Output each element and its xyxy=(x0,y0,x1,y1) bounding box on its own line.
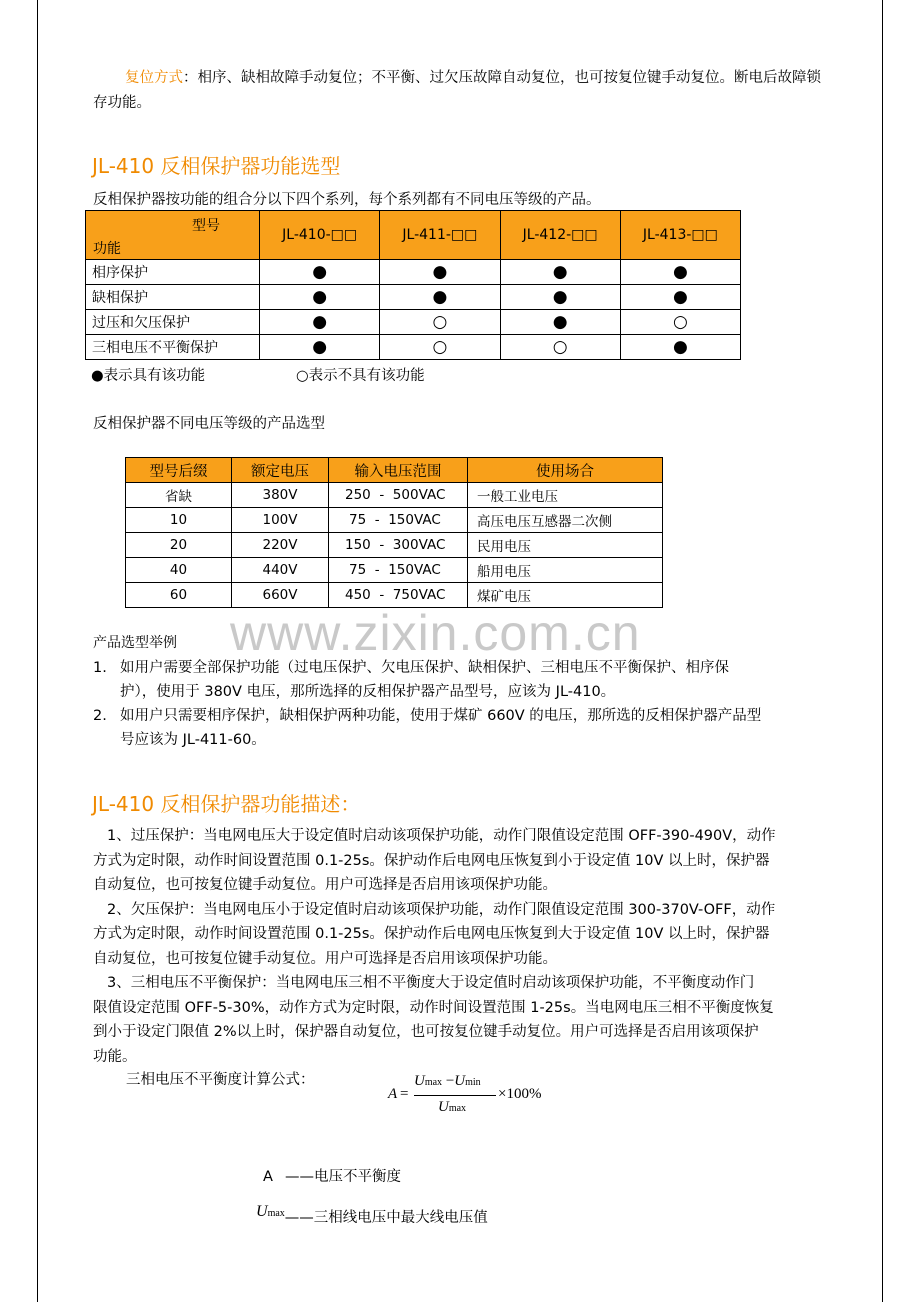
left-border-line xyxy=(37,0,38,1302)
reset-text: ：相序、缺相故障手动复位；不平衡、过欠压故障自动复位，也可按复位键手动复位。断电后故障锁存功能。 xyxy=(93,70,821,111)
definition-subscript: max xyxy=(267,1208,285,1219)
input-range-cell: 250 - 500VAC xyxy=(329,483,468,508)
description-line: 自动复位，也可按复位键手动复位。用户可选择是否启用该项保护功能。 xyxy=(93,877,557,893)
definition-umax xyxy=(256,1200,488,1226)
corner-cell xyxy=(86,211,260,260)
usage-cell: 民用电压 xyxy=(468,533,663,558)
usage-cell: 高压电压互感器二次侧 xyxy=(468,508,663,533)
example-text-line2: 护），使用于 380V 电压，那所选择的反相保护器产品型号，应该为 JL-410。 xyxy=(120,684,616,700)
function-table-header xyxy=(86,211,741,260)
legend-has: ●表示具有该功能 xyxy=(91,368,206,384)
example-item xyxy=(93,704,833,748)
example-text-line1: 如用户只需要相序保护，缺相保护两种功能，使用于煤矿 660V 的电压，那所选的反相保护器产品型 xyxy=(120,708,762,724)
function-name: 相序保护 xyxy=(86,260,260,285)
example-number: 1. xyxy=(93,660,107,676)
formula-times-percent: ×100% xyxy=(498,1086,542,1102)
section3-heading: JL-410 反相保护器功能描述： xyxy=(92,792,361,816)
function-mark: ● xyxy=(260,285,380,310)
suffix-cell: 20 xyxy=(126,533,232,558)
table-row xyxy=(126,483,663,508)
function-name: 三相电压不平衡保护 xyxy=(86,335,260,360)
formula-denominator xyxy=(438,1099,466,1116)
function-mark: ● xyxy=(260,310,380,335)
input-range-cell: 75 - 150VAC xyxy=(329,508,468,533)
example-text-line1: 如用户需要全部保护功能（过电压保护、欠电压保护、缺相保护、三相电压不平衡保护、相序保 xyxy=(120,660,729,676)
formula-label: 三相电压不平衡度计算公式： xyxy=(126,1072,315,1088)
usage-cell: 船用电压 xyxy=(468,558,663,583)
formula-u-symbol: U xyxy=(454,1073,466,1089)
rated-voltage-cell: 100V xyxy=(232,508,329,533)
function-mark: ● xyxy=(620,335,740,360)
table-row xyxy=(86,335,741,360)
function-mark: ● xyxy=(500,310,620,335)
suffix-cell: 40 xyxy=(126,558,232,583)
description-paragraph xyxy=(93,824,838,1069)
description-line: 2、欠压保护：当电网电压小于设定值时启动该项保护功能，动作门限值设定范围 300-370V-OFF，动作 xyxy=(107,901,776,918)
section1-intro: 反相保护器按功能的组合分以下四个系列，每个系列都有不同电压等级的产品。 xyxy=(93,192,601,208)
formula-subscript: min xyxy=(465,1077,481,1088)
function-mark: ● xyxy=(620,260,740,285)
function-mark: ● xyxy=(380,260,500,285)
description-line: 自动复位，也可按复位键手动复位。用户可选择是否启用该项保护功能。 xyxy=(93,950,557,967)
formula-minus: − xyxy=(445,1073,455,1089)
model-header: JL-413-□□ xyxy=(620,211,740,260)
formula-u-symbol: U xyxy=(438,1099,449,1115)
rated-voltage-cell: 440V xyxy=(232,558,329,583)
usage-cell: 一般工业电压 xyxy=(468,483,663,508)
description-line: 功能。 xyxy=(93,1048,137,1065)
description-line: 1、过压保护：当电网电压大于设定值时启动该项保护功能，动作门限值设定范围 OFF-390-490V，动作 xyxy=(107,828,776,844)
usage-cell: 煤矿电压 xyxy=(468,583,663,608)
right-border-line xyxy=(882,0,883,1302)
definition-text: ——三相线电压中最大线电压值 xyxy=(284,1210,488,1226)
function-table xyxy=(85,210,741,360)
examples-title: 产品选型举例 xyxy=(93,635,177,651)
formula-u-symbol: U xyxy=(414,1073,425,1089)
description-line: 方式为定时限，动作时间设置范围 0.1-25s。保护动作后电网电压恢复到小于设定值 10V 以上时，保护器 xyxy=(93,852,770,869)
table-row xyxy=(86,310,741,335)
function-mark: ● xyxy=(260,335,380,360)
suffix-cell: 60 xyxy=(126,583,232,608)
input-range-cell: 150 - 300VAC xyxy=(329,533,468,558)
table-row xyxy=(86,285,741,310)
definition-symbol: U xyxy=(256,1203,268,1220)
description-line: 3、三相电压不平衡保护：当电网电压三相不平衡度大于设定值时启动该项保护功能，不平衡度动作门 xyxy=(107,975,755,991)
model-header: JL-410-□□ xyxy=(260,211,380,260)
table-row xyxy=(126,558,663,583)
rated-voltage-cell: 380V xyxy=(232,483,329,508)
rated-voltage-cell: 220V xyxy=(232,533,329,558)
model-header: JL-411-□□ xyxy=(380,211,500,260)
voltage-selection-title: 反相保护器不同电压等级的产品选型 xyxy=(93,416,325,432)
column-header: 额定电压 xyxy=(232,458,329,483)
definition-symbol: A xyxy=(263,1169,273,1185)
example-number: 2. xyxy=(93,708,107,724)
example-item xyxy=(93,656,833,700)
suffix-cell: 省缺 xyxy=(126,483,232,508)
column-header: 使用场合 xyxy=(468,458,663,483)
input-range-cell: 75 - 150VAC xyxy=(329,558,468,583)
definition-text: ——电压不平衡度 xyxy=(285,1169,401,1185)
description-line: 到小于设定门限值 2%以上时，保护器自动复位，也可按复位键手动复位。用户可选择是否启用该项保护 xyxy=(93,1024,759,1040)
watermark-text: www.zixin.com.cn xyxy=(230,605,641,661)
example-text-line2: 号应该为 JL-411-60。 xyxy=(120,732,266,748)
rated-voltage-cell: 660V xyxy=(232,583,329,608)
voltage-table xyxy=(125,457,663,608)
formula-lhs: A xyxy=(388,1086,398,1102)
function-mark: ○ xyxy=(620,310,740,335)
function-mark: ● xyxy=(380,285,500,310)
corner-bottom-label: 功能 xyxy=(93,241,121,257)
fraction-bar xyxy=(414,1095,496,1096)
section1-heading: JL-410 反相保护器功能选型 xyxy=(92,154,341,178)
formula-equals: = xyxy=(400,1086,409,1102)
function-name: 过压和欠压保护 xyxy=(86,310,260,335)
voltage-table-header xyxy=(126,458,663,483)
function-mark: ○ xyxy=(380,335,500,360)
table-row xyxy=(126,533,663,558)
formula-numerator xyxy=(414,1073,481,1090)
reset-label: 复位方式 xyxy=(125,70,183,86)
function-mark: ● xyxy=(500,285,620,310)
description-line: 方式为定时限，动作时间设置范围 0.1-25s。保护动作后电网电压恢复到大于设定值 10V 以上时，保护器 xyxy=(93,926,770,942)
function-mark: ○ xyxy=(500,335,620,360)
function-mark: ● xyxy=(500,260,620,285)
formula-subscript: max xyxy=(424,1077,443,1088)
definition-a xyxy=(263,1165,401,1186)
model-header: JL-412-□□ xyxy=(500,211,620,260)
column-header: 输入电压范围 xyxy=(329,458,468,483)
function-mark: ● xyxy=(260,260,380,285)
table-row xyxy=(86,260,741,285)
function-name: 缺相保护 xyxy=(86,285,260,310)
suffix-cell: 10 xyxy=(126,508,232,533)
function-mark: ● xyxy=(620,285,740,310)
function-mark: ○ xyxy=(380,310,500,335)
legend-not: ○表示不具有该功能 xyxy=(296,368,425,384)
unbalance-formula xyxy=(388,1072,558,1122)
table-row xyxy=(126,508,663,533)
input-range-cell: 450 - 750VAC xyxy=(329,583,468,608)
reset-paragraph xyxy=(93,66,833,116)
column-header: 型号后缀 xyxy=(126,458,232,483)
corner-top-label: 型号 xyxy=(192,218,220,234)
formula-subscript: max xyxy=(448,1103,467,1114)
description-line: 限值设定范围 OFF-5-30%，动作方式为定时限，动作时间设置范围 1-25s。当电网电压三相不平衡度恢复 xyxy=(93,999,774,1016)
